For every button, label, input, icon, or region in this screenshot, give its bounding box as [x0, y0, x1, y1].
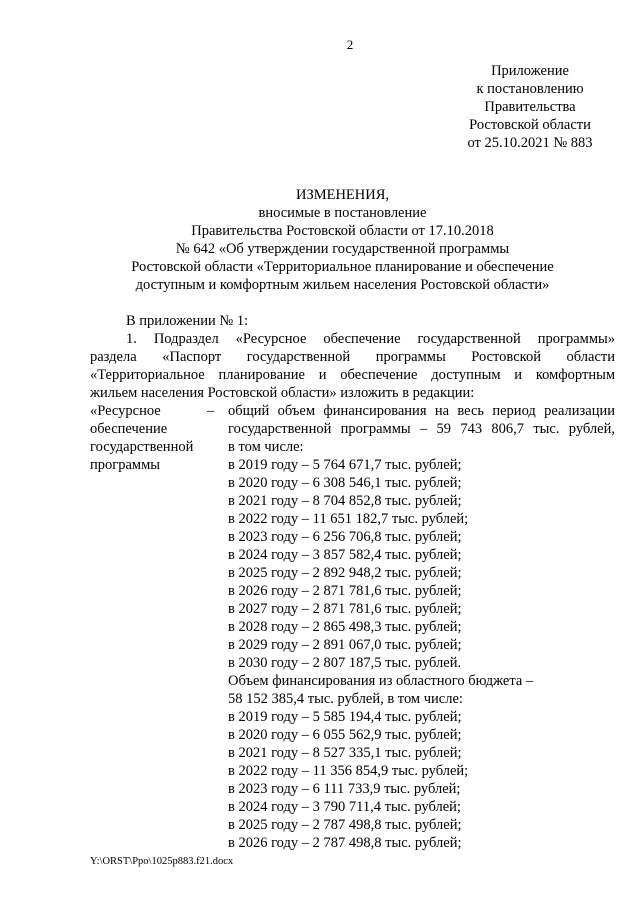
intro-section [90, 312, 615, 402]
document-title [85, 186, 600, 294]
regional-year-line: в 2025 году – 2 787 498,8 тыс. рублей; [228, 817, 462, 833]
title-line: Ростовской области «Территориальное планирование и обеспечение [131, 259, 554, 275]
resource-label-line: программы [90, 457, 160, 473]
title-line: вносимые в постановление [258, 205, 427, 221]
total-year-line: в 2020 году – 6 308 546,1 тыс. рублей; [228, 475, 462, 491]
total-year-line: в 2022 году – 11 651 182,7 тыс. рублей; [228, 511, 469, 527]
total-year-line: в 2026 году – 2 871 781,6 тыс. рублей; [228, 583, 462, 599]
regional-line: 58 152 385,4 тыс. рублей, в том числе: [228, 691, 463, 707]
title-line: Правительства Ростовской области от 17.10.2018 [191, 223, 494, 239]
resource-dash: – [207, 403, 215, 419]
total-year-line: в 2024 году – 3 857 582,4 тыс. рублей; [228, 547, 462, 563]
total-year-line: в 2019 году – 5 764 671,7 тыс. рублей; [228, 457, 462, 473]
item-1-line: «Территориальное планирование и обеспечение доступным и комфортным [90, 367, 615, 383]
resource-label-line: «Ресурсное [90, 403, 161, 419]
resource-details [228, 402, 615, 852]
annex-line: В приложении № 1: [126, 313, 249, 329]
total-year-line: в 2030 году – 2 807 187,5 тыс. рублей. [228, 655, 462, 671]
item-1-line: раздела «Паспорт государственной программы Ростовской области [90, 349, 615, 365]
item-1-line: 1. Подраздел «Ресурсное обеспечение государственной программы» [126, 331, 615, 347]
footer-file-path: Y:\ORST\Ppo\1025p883.f21.docx [90, 856, 234, 867]
regional-year-line: в 2023 году – 6 111 733,9 тыс. рублей; [228, 781, 461, 797]
appendix-line: Приложение [491, 63, 569, 79]
total-year-line: в 2027 году – 2 871 781,6 тыс. рублей; [228, 601, 462, 617]
resource-label-line: государственной [90, 439, 194, 455]
title-line: ИЗМЕНЕНИЯ, [295, 187, 390, 203]
resource-label [90, 402, 210, 474]
title-line: № 642 «Об утверждении государственной программы [175, 241, 510, 257]
total-line: общий объем финансирования на весь период реализации [228, 403, 615, 419]
item-1-line: жильем населения Ростовской области» изложить в редакции: [90, 385, 475, 401]
total-line: в том числе: [228, 439, 304, 455]
appendix-block [430, 62, 630, 152]
resource-label-line: обеспечение [90, 421, 168, 437]
appendix-line: от 25.10.2021 № 883 [467, 135, 593, 151]
total-year-line: в 2029 году – 2 891 067,0 тыс. рублей; [228, 637, 462, 653]
total-year-line: в 2021 году – 8 704 852,8 тыс. рублей; [228, 493, 462, 509]
appendix-line: к постановлению [476, 81, 584, 97]
regional-year-line: в 2026 году – 2 787 498,8 тыс. рублей; [228, 835, 462, 851]
title-line: доступным и комфортным жильем населения Ростовской области» [135, 277, 550, 293]
regional-line: Объем финансирования из областного бюджета – [228, 673, 534, 689]
page-number: 2 [346, 37, 354, 52]
total-year-line: в 2028 году – 2 865 498,3 тыс. рублей; [228, 619, 462, 635]
appendix-line: Правительства [484, 99, 576, 115]
regional-year-line: в 2020 году – 6 055 562,9 тыс. рублей; [228, 727, 462, 743]
regional-year-line: в 2022 году – 11 356 854,9 тыс. рублей; [228, 763, 469, 779]
regional-year-line: в 2021 году – 8 527 335,1 тыс. рублей; [228, 745, 462, 761]
total-year-line: в 2023 году – 6 256 706,8 тыс. рублей; [228, 529, 462, 545]
regional-year-line: в 2019 году – 5 585 194,4 тыс. рублей; [228, 709, 462, 725]
total-year-line: в 2025 году – 2 892 948,2 тыс. рублей; [228, 565, 462, 581]
regional-year-line: в 2024 году – 3 790 711,4 тыс. рублей; [228, 799, 461, 815]
total-line: государственной программы – 59 743 806,7 тыс. рублей, [228, 421, 615, 437]
appendix-line: Ростовской области [469, 117, 591, 133]
item-1-paragraph [90, 330, 615, 402]
